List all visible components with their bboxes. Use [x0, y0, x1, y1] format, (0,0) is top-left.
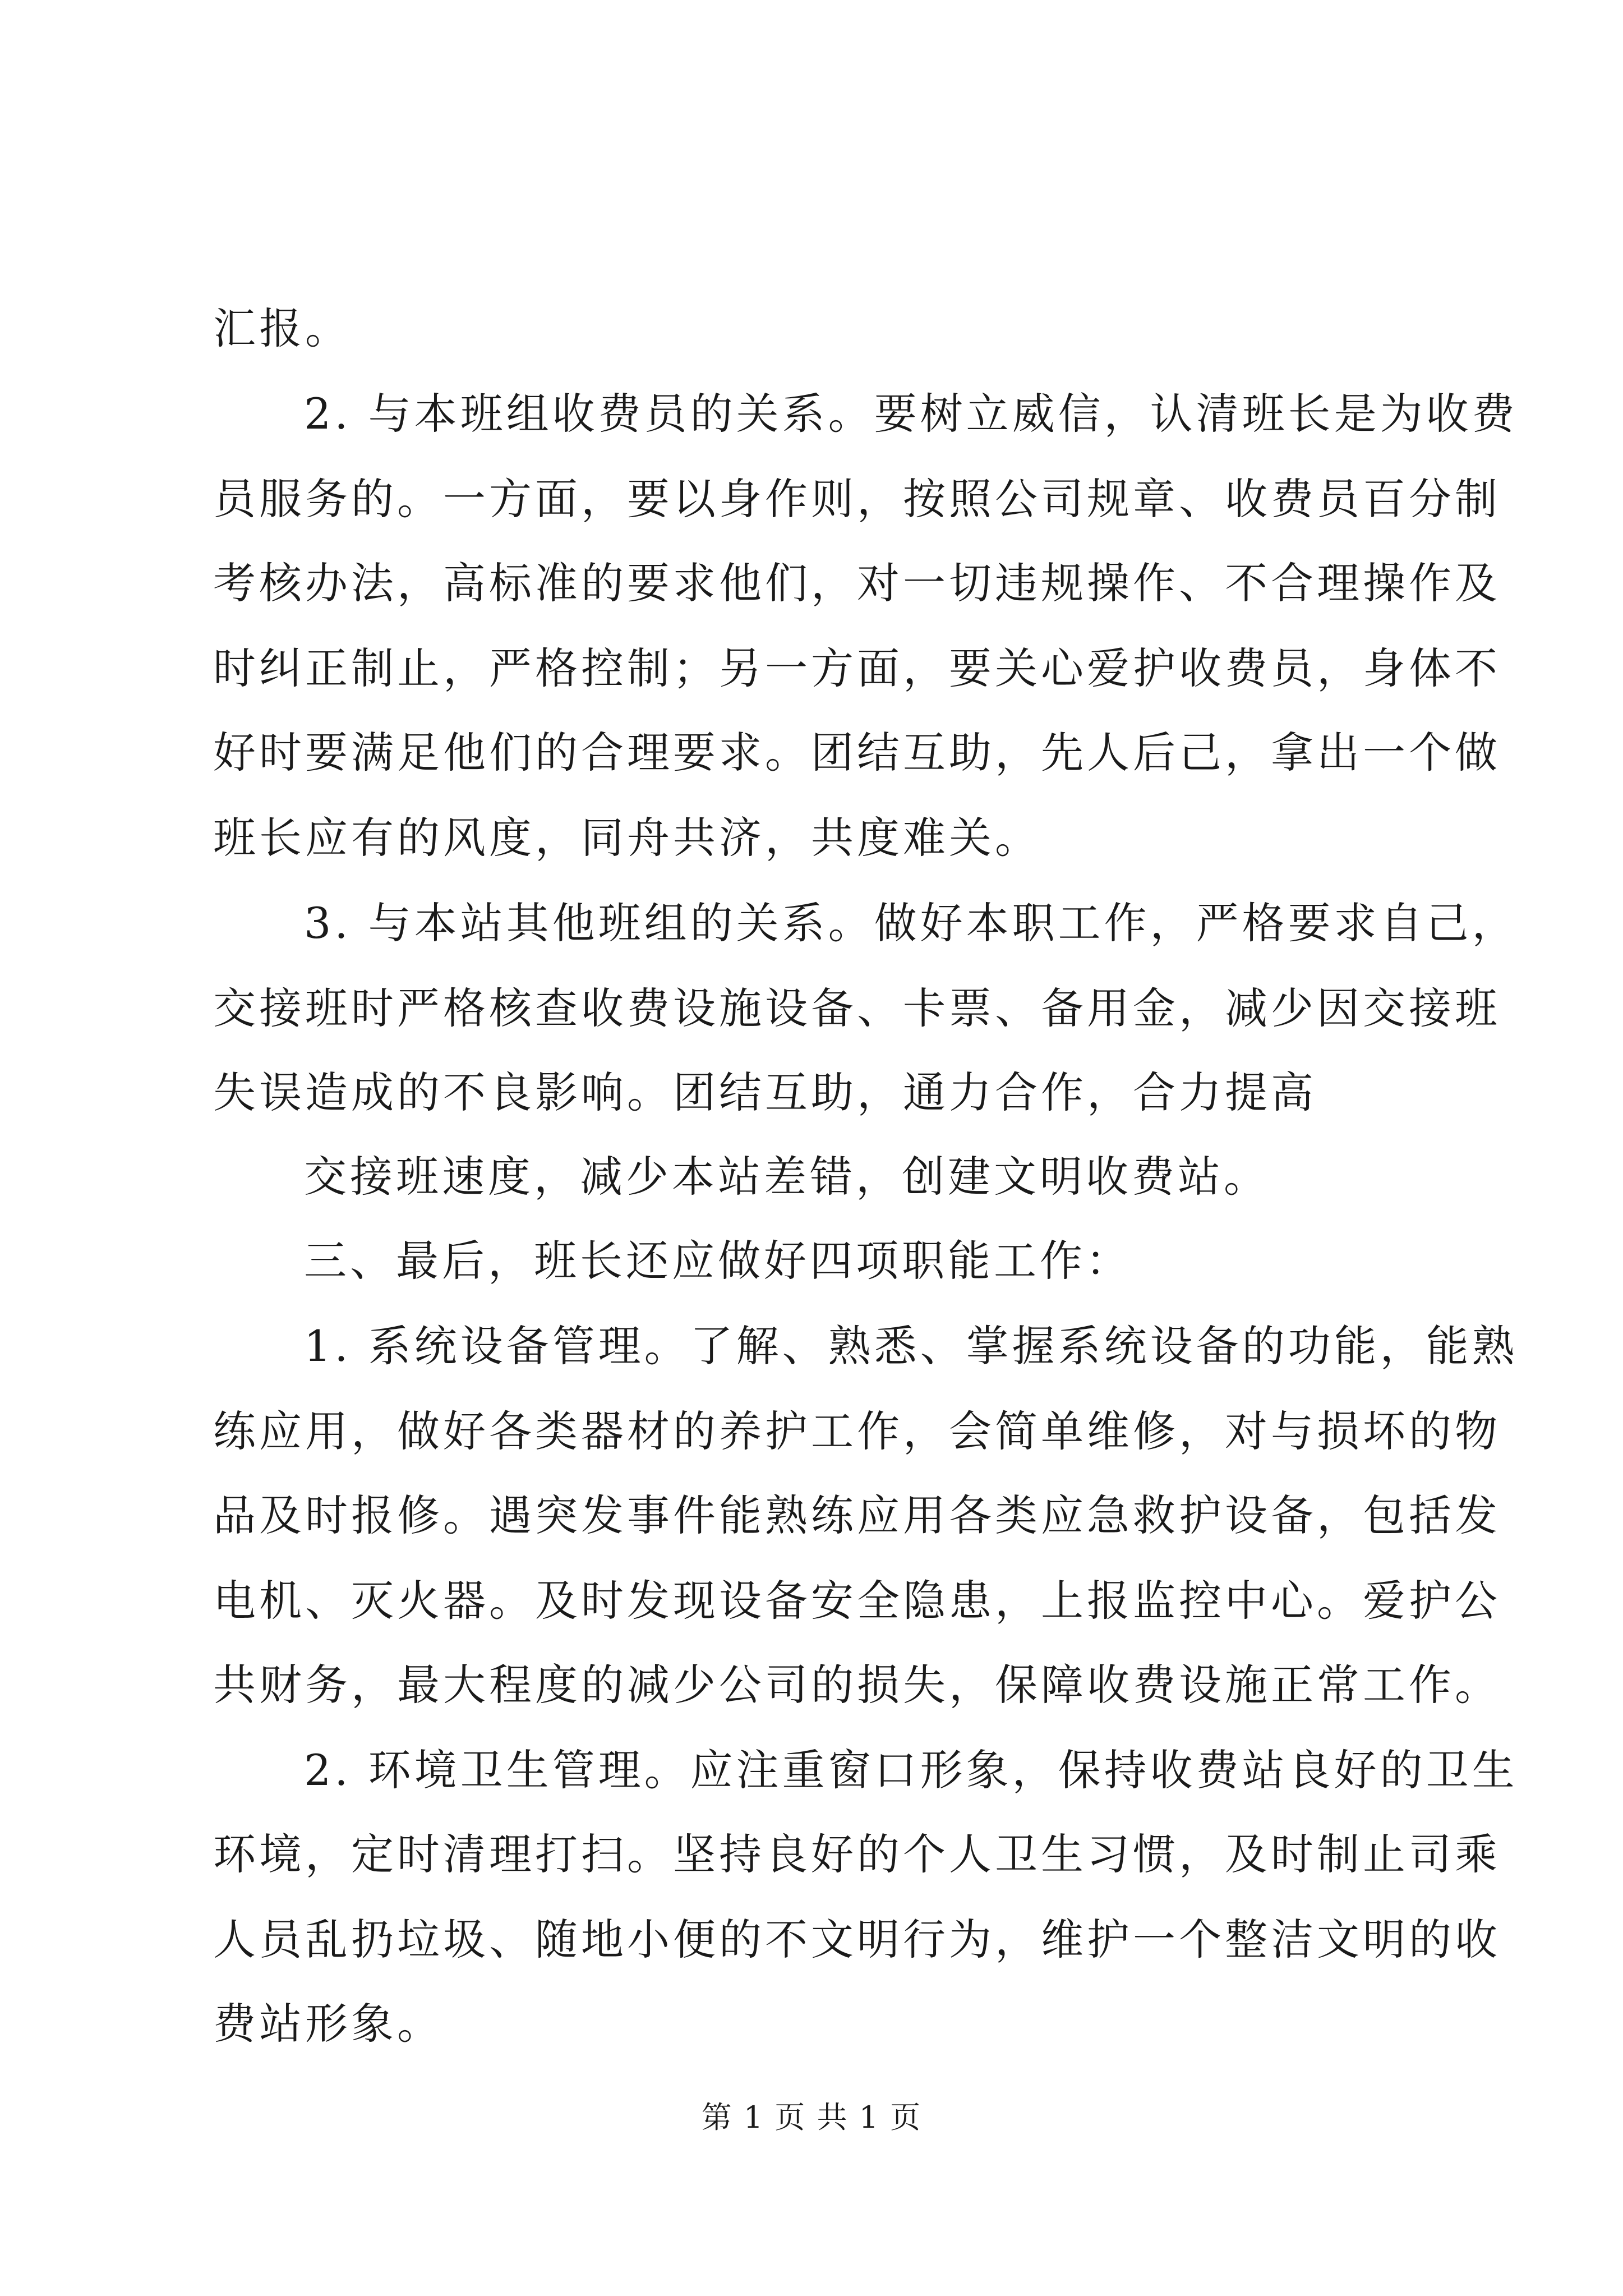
text-line-12: 三、最后，班长还应做好四项职能工作：	[304, 1236, 1132, 1286]
text-line-17: 共财务，最大程度的减少公司的损失，保障收费设施正常工作。	[213, 1660, 1501, 1710]
text-line-1: 汇报。	[213, 303, 351, 353]
text-line-18: 2. 环境卫生管理。应注重窗口形象，保持收费站良好的卫生	[304, 1745, 1518, 1795]
text-line-4: 考核办法，高标准的要求他们，对一切违规操作、不合理操作及	[213, 558, 1501, 608]
text-line-6: 好时要满足他们的合理要求。团结互助，先人后己，拿出一个做	[213, 728, 1501, 777]
text-line-15: 品及时报修。遇突发事件能熟练应用各类应急救护设备，包括发	[213, 1490, 1501, 1540]
text-line-7: 班长应有的风度，同舟共济，共度难关。	[213, 813, 1041, 863]
text-line-19: 环境，定时清理打扫。坚持良好的个人卫生习惯，及时制止司乘	[213, 1829, 1501, 1879]
text-line-9: 交接班时严格核查收费设施设备、卡票、备用金，减少因交接班	[213, 983, 1501, 1033]
text-line-21: 费站形象。	[213, 1999, 443, 2049]
text-line-5: 时纠正制止，严格控制；另一方面，要关心爱护收费员，身体不	[213, 643, 1501, 693]
text-line-2: 2. 与本班组收费员的关系。要树立威信，认清班长是为收费	[304, 389, 1518, 439]
text-line-3: 员服务的。一方面，要以身作则，按照公司规章、收费员百分制	[213, 474, 1501, 524]
text-line-14: 练应用，做好各类器材的养护工作，会简单维修，对与损坏的物	[213, 1406, 1501, 1456]
text-line-20: 人员乱扔垃圾、随地小便的不文明行为，维护一个整洁文明的收	[213, 1915, 1501, 1964]
text-line-16: 电机、灭火器。及时发现设备安全隐患，上报监控中心。爱护公	[213, 1576, 1501, 1626]
text-line-8: 3. 与本站其他班组的关系。做好本职工作，严格要求自己，	[304, 898, 1518, 948]
text-line-10: 失误造成的不良影响。团结互助，通力合作，合力提高	[213, 1068, 1317, 1117]
text-line-13: 1. 系统设备管理。了解、熟悉、掌握系统设备的功能，能熟	[304, 1321, 1518, 1371]
page-number-footer: 第 1 页 共 1 页	[701, 2100, 922, 2135]
text-line-11: 交接班速度，减少本站差错，创建文明收费站。	[304, 1152, 1270, 1202]
